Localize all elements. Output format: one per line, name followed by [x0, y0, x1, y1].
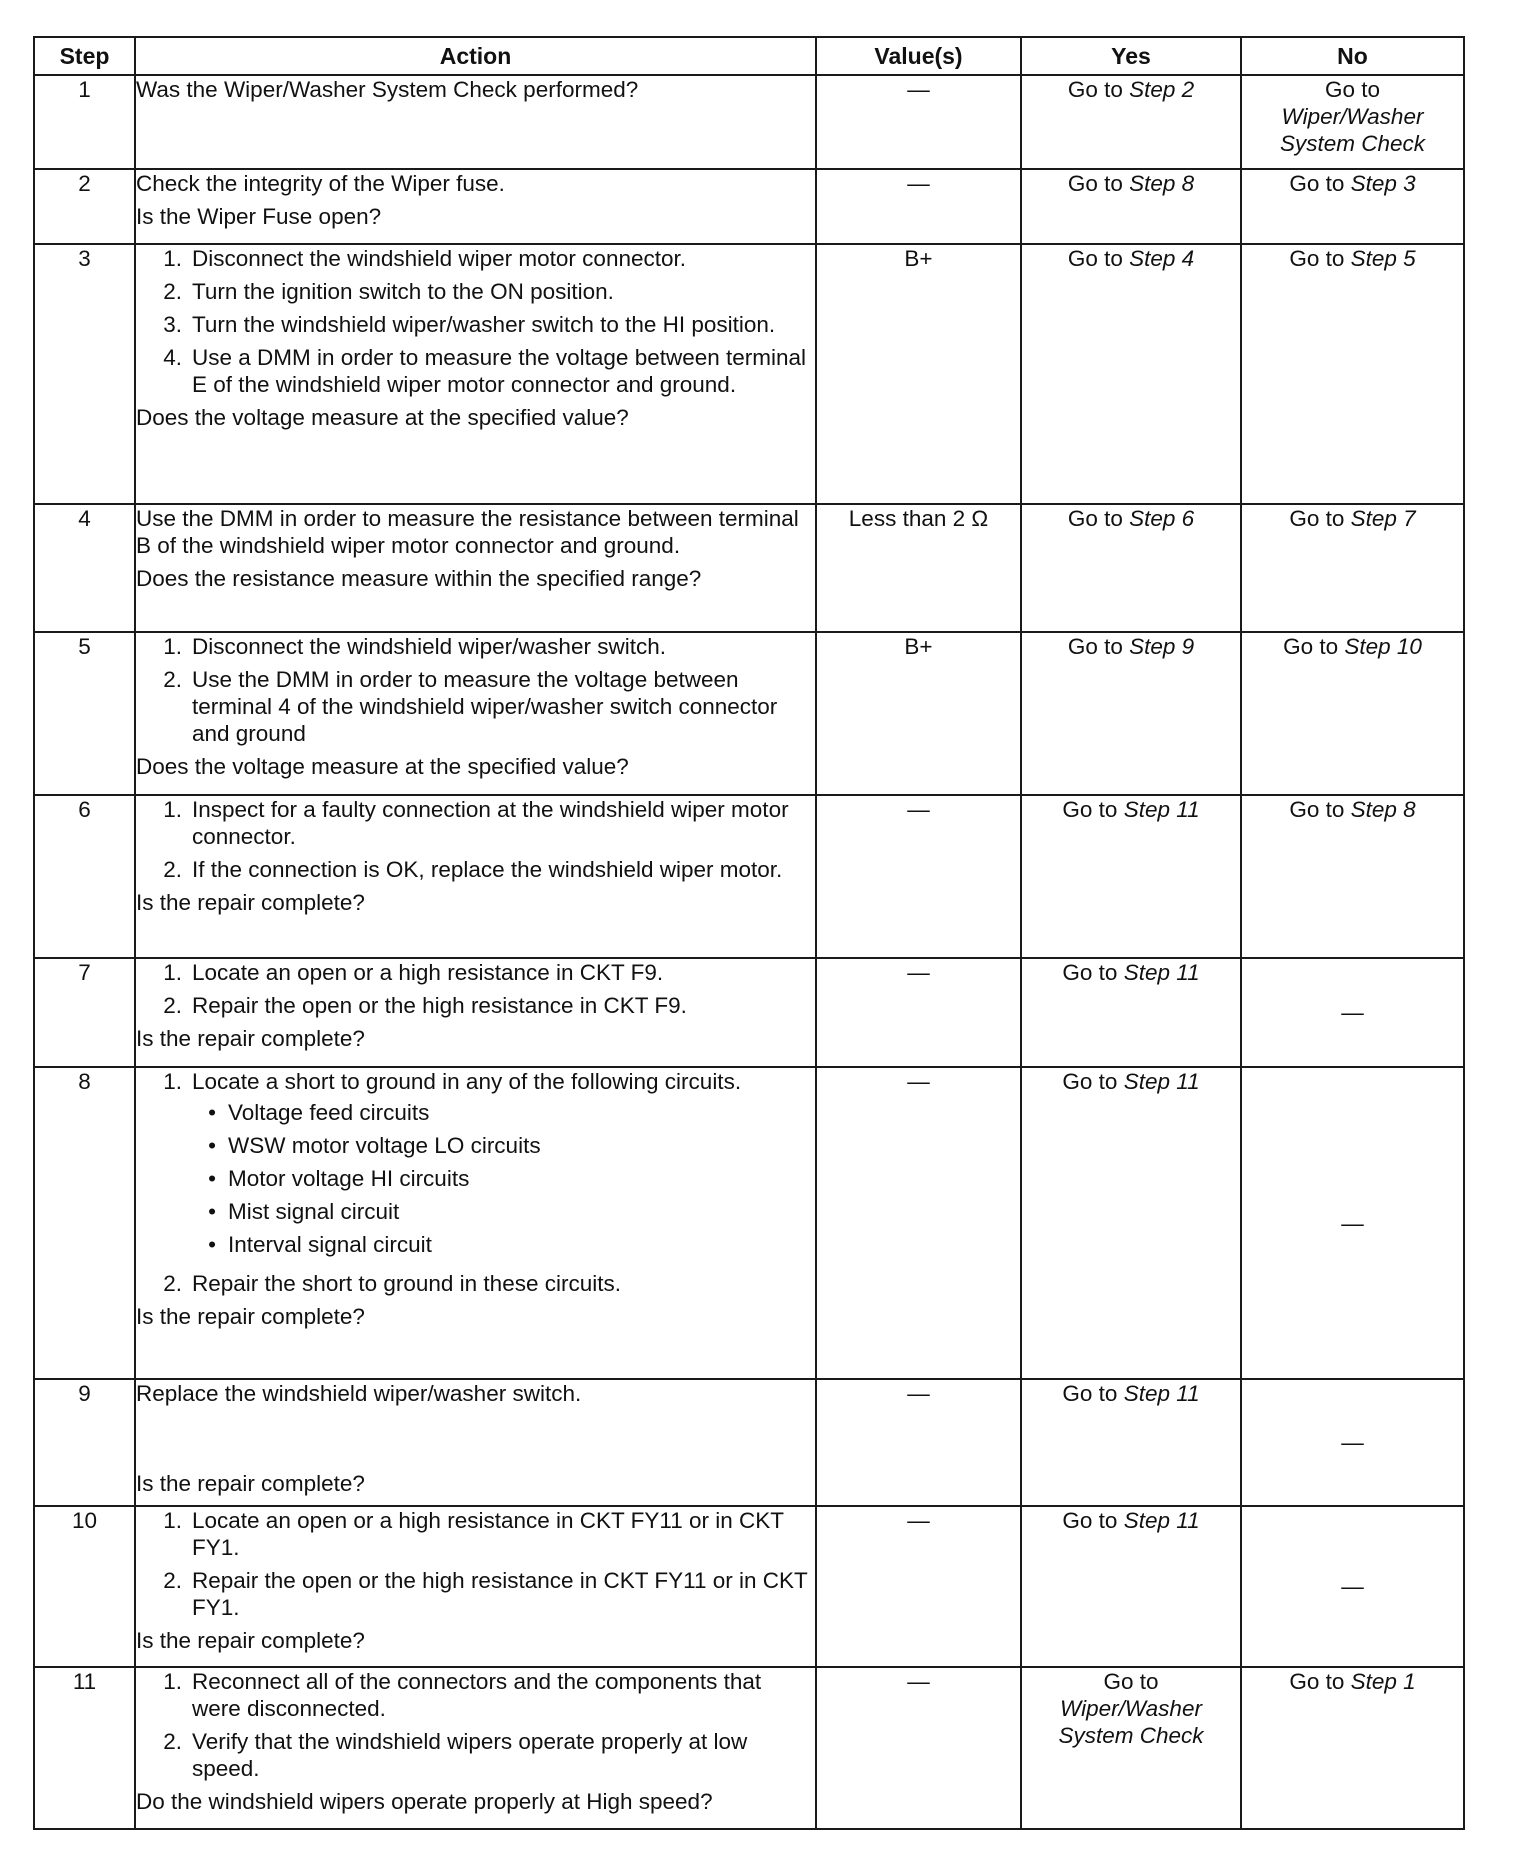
step-number: 9	[34, 1379, 135, 1506]
action-cell	[135, 1667, 816, 1829]
question-text: Is the repair complete?	[136, 1628, 365, 1653]
system-check-link[interactable]: System Check	[1279, 131, 1426, 156]
table-row	[34, 169, 1464, 244]
question-text: Is the repair complete?	[136, 1026, 365, 1051]
list-item: 2. Repair the open or the high resistance in CKT FY11 or in CKT FY1.	[163, 1568, 808, 1620]
list-item: 2. Turn the ignition switch to the ON position.	[163, 279, 614, 304]
action-cell	[135, 632, 816, 795]
goto-prefix: Go to	[1289, 506, 1351, 531]
step-link[interactable]: Step 1	[1350, 1669, 1416, 1694]
action-list	[136, 1668, 815, 1782]
list-item: 2. If the connection is OK, replace the windshield wiper motor.	[163, 857, 783, 882]
no-cell	[1241, 504, 1464, 632]
yes-cell	[1021, 244, 1241, 504]
step-link[interactable]: Step 2	[1129, 77, 1195, 102]
header-yes: Yes	[1021, 37, 1241, 75]
list-item: 2. Repair the open or the high resistance in CKT F9.	[163, 993, 687, 1018]
value-cell: —	[816, 75, 1021, 169]
action-cell	[135, 75, 816, 169]
step-link[interactable]: Step 11	[1123, 797, 1200, 822]
table-row	[34, 1506, 1464, 1667]
list-item: 1. Locate an open or a high resistance in CKT F9.	[163, 960, 664, 985]
yes-cell	[1021, 1379, 1241, 1506]
header-row	[34, 37, 1464, 75]
step-number: 7	[34, 958, 135, 1067]
value-cell: —	[816, 795, 1021, 958]
step-number: 4	[34, 504, 135, 632]
no-cell: —	[1241, 958, 1464, 1067]
goto-prefix: Go to	[1067, 506, 1130, 531]
goto-prefix: Go to	[1289, 797, 1351, 822]
list-item: 1. Disconnect the windshield wiper motor connector.	[163, 246, 687, 271]
table-row	[34, 795, 1464, 958]
action-cell	[135, 169, 816, 244]
step-link[interactable]: Step 11	[1123, 960, 1200, 985]
goto-prefix: Go to	[1062, 960, 1124, 985]
yes-cell	[1021, 75, 1241, 169]
header-action: Action	[135, 37, 816, 75]
value-cell: —	[816, 1506, 1021, 1667]
step-link[interactable]: Step 10	[1344, 634, 1422, 659]
yes-cell	[1021, 958, 1241, 1067]
list-item: 2. Use the DMM in order to measure the voltage between terminal 4 of the windshield wiper/washer switch connector and ground	[163, 667, 778, 746]
step-link[interactable]: Step 11	[1123, 1069, 1200, 1094]
step-link[interactable]: Step 5	[1350, 246, 1416, 271]
bullet-item: • Mist signal circuit	[208, 1199, 400, 1224]
action-cell	[135, 1506, 816, 1667]
step-link[interactable]: Step 4	[1129, 246, 1195, 271]
step-link[interactable]: Step 11	[1123, 1508, 1200, 1533]
action-text: Check the integrity of the Wiper fuse.	[136, 171, 505, 196]
value-cell: Less than 2 Ω	[816, 504, 1021, 632]
action-text: Use the DMM in order to measure the resistance between terminal B of the windshield wiper motor connector and ground.	[136, 506, 799, 558]
goto-prefix: Go to	[1062, 797, 1124, 822]
goto-prefix: Go to	[1067, 77, 1130, 102]
table-row	[34, 1667, 1464, 1829]
bullet-item: • WSW motor voltage LO circuits	[208, 1133, 541, 1158]
table-row	[34, 244, 1464, 504]
value-cell: —	[816, 1667, 1021, 1829]
table-row	[34, 958, 1464, 1067]
list-item: 2. Verify that the windshield wipers operate properly at low speed.	[163, 1729, 748, 1781]
no-cell	[1241, 1667, 1464, 1829]
step-number: 5	[34, 632, 135, 795]
question-text: Is the Wiper Fuse open?	[136, 204, 382, 229]
table-row	[34, 1379, 1464, 1506]
goto-prefix: Go to	[1289, 1669, 1351, 1694]
bullet-item: • Voltage feed circuits	[208, 1100, 430, 1125]
goto-prefix: Go to	[1283, 634, 1345, 659]
goto-prefix: Go to	[1324, 77, 1381, 102]
action-list	[136, 1507, 815, 1621]
header-values: Value(s)	[816, 37, 1021, 75]
action-cell	[135, 958, 816, 1067]
step-link[interactable]: Step 11	[1123, 1381, 1200, 1406]
no-cell	[1241, 169, 1464, 244]
action-cell	[135, 504, 816, 632]
action-text: Was the Wiper/Washer System Check performed?	[136, 77, 639, 102]
goto-prefix: Go to	[1289, 246, 1351, 271]
step-link[interactable]: Step 7	[1350, 506, 1416, 531]
value-cell: B+	[816, 632, 1021, 795]
action-text: Replace the windshield wiper/washer switch.	[136, 1381, 582, 1406]
step-link[interactable]: Step 8	[1129, 171, 1195, 196]
step-number: 8	[34, 1067, 135, 1379]
goto-prefix: Go to	[1062, 1508, 1124, 1533]
question-text: Does the voltage measure at the specified value?	[136, 405, 629, 430]
goto-prefix: Go to	[1062, 1069, 1124, 1094]
diagnostic-table	[33, 36, 1465, 1830]
question-text: Does the voltage measure at the specified value?	[136, 754, 629, 779]
list-item: 4. Use a DMM in order to measure the voltage between terminal E of the windshield wiper motor connector and ground.	[163, 345, 807, 397]
action-list	[136, 1068, 815, 1297]
value-cell: —	[816, 1379, 1021, 1506]
step-number: 2	[34, 169, 135, 244]
step-link[interactable]: Step 8	[1350, 797, 1416, 822]
question-text: Is the repair complete?	[136, 1304, 365, 1329]
value-cell: —	[816, 958, 1021, 1067]
step-number: 10	[34, 1506, 135, 1667]
goto-prefix: Go to	[1062, 1381, 1124, 1406]
list-item: 2. Repair the short to ground in these circuits.	[163, 1271, 621, 1296]
yes-cell	[1021, 504, 1241, 632]
yes-cell	[1021, 169, 1241, 244]
bullet-item: • Interval signal circuit	[208, 1232, 432, 1257]
goto-prefix: Go to	[1289, 171, 1351, 196]
no-cell: —	[1241, 1379, 1464, 1506]
list-item: 3. Turn the windshield wiper/washer switch to the HI position.	[163, 312, 776, 337]
action-list	[136, 796, 815, 883]
no-cell	[1241, 632, 1464, 795]
list-item: 1. Disconnect the windshield wiper/washer switch.	[163, 634, 666, 659]
step-number: 11	[34, 1667, 135, 1829]
value-cell: B+	[816, 244, 1021, 504]
list-item: 1. Locate an open or a high resistance in CKT FY11 or in CKT FY1.	[163, 1508, 784, 1560]
yes-cell	[1021, 1506, 1241, 1667]
step-number: 6	[34, 795, 135, 958]
no-cell	[1241, 75, 1464, 169]
system-check-link[interactable]: Wiper/Washer	[1060, 1696, 1202, 1721]
list-item: 1. Inspect for a faulty connection at the windshield wiper motor connector.	[163, 797, 789, 849]
goto-prefix: Go to	[1067, 634, 1130, 659]
yes-cell	[1021, 1667, 1241, 1829]
action-cell	[135, 1379, 816, 1506]
value-cell: —	[816, 169, 1021, 244]
yes-cell	[1021, 1067, 1241, 1379]
yes-cell	[1021, 795, 1241, 958]
list-item: 1. Locate a short to ground in any of the following circuits. • Voltage feed circuits • WSW motor voltage LO circuits • Motor voltage HI circuits • Mist signal circuit • Interval signal circuit	[136, 1068, 815, 1264]
bullet-item: • Motor voltage HI circuits	[208, 1166, 470, 1191]
question-text: Do the windshield wipers operate properly at High speed?	[136, 1789, 713, 1814]
action-cell	[135, 1067, 816, 1379]
no-cell: —	[1241, 1067, 1464, 1379]
step-number: 1	[34, 75, 135, 169]
step-link[interactable]: Step 3	[1350, 171, 1416, 196]
no-cell: —	[1241, 1506, 1464, 1667]
header-step: Step	[34, 37, 135, 75]
table-row	[34, 632, 1464, 795]
table-row	[34, 1067, 1464, 1379]
step-link[interactable]: Step 9	[1129, 634, 1195, 659]
no-cell	[1241, 244, 1464, 504]
action-list	[136, 959, 815, 1019]
goto-prefix: Go to	[1067, 246, 1130, 271]
system-check-link[interactable]: Wiper/Washer	[1281, 104, 1424, 129]
goto-prefix: Go to	[1067, 171, 1130, 196]
table-row	[34, 504, 1464, 632]
question-text: Is the repair complete?	[136, 1471, 365, 1496]
system-check-link[interactable]: System Check	[1058, 1723, 1204, 1748]
question-text: Is the repair complete?	[136, 890, 365, 915]
step-number: 3	[34, 244, 135, 504]
action-cell	[135, 795, 816, 958]
table-row	[34, 75, 1464, 169]
yes-cell	[1021, 632, 1241, 795]
value-cell: —	[816, 1067, 1021, 1379]
action-list	[136, 245, 815, 398]
action-cell	[135, 244, 816, 504]
action-list	[136, 633, 815, 747]
step-link[interactable]: Step 6	[1129, 506, 1195, 531]
goto-prefix: Go to	[1103, 1669, 1159, 1694]
list-item: 1. Reconnect all of the connectors and the components that were disconnected.	[163, 1669, 762, 1721]
header-no: No	[1241, 37, 1464, 75]
no-cell	[1241, 795, 1464, 958]
question-text: Does the resistance measure within the specified range?	[136, 566, 702, 591]
circuit-list	[136, 1099, 815, 1264]
